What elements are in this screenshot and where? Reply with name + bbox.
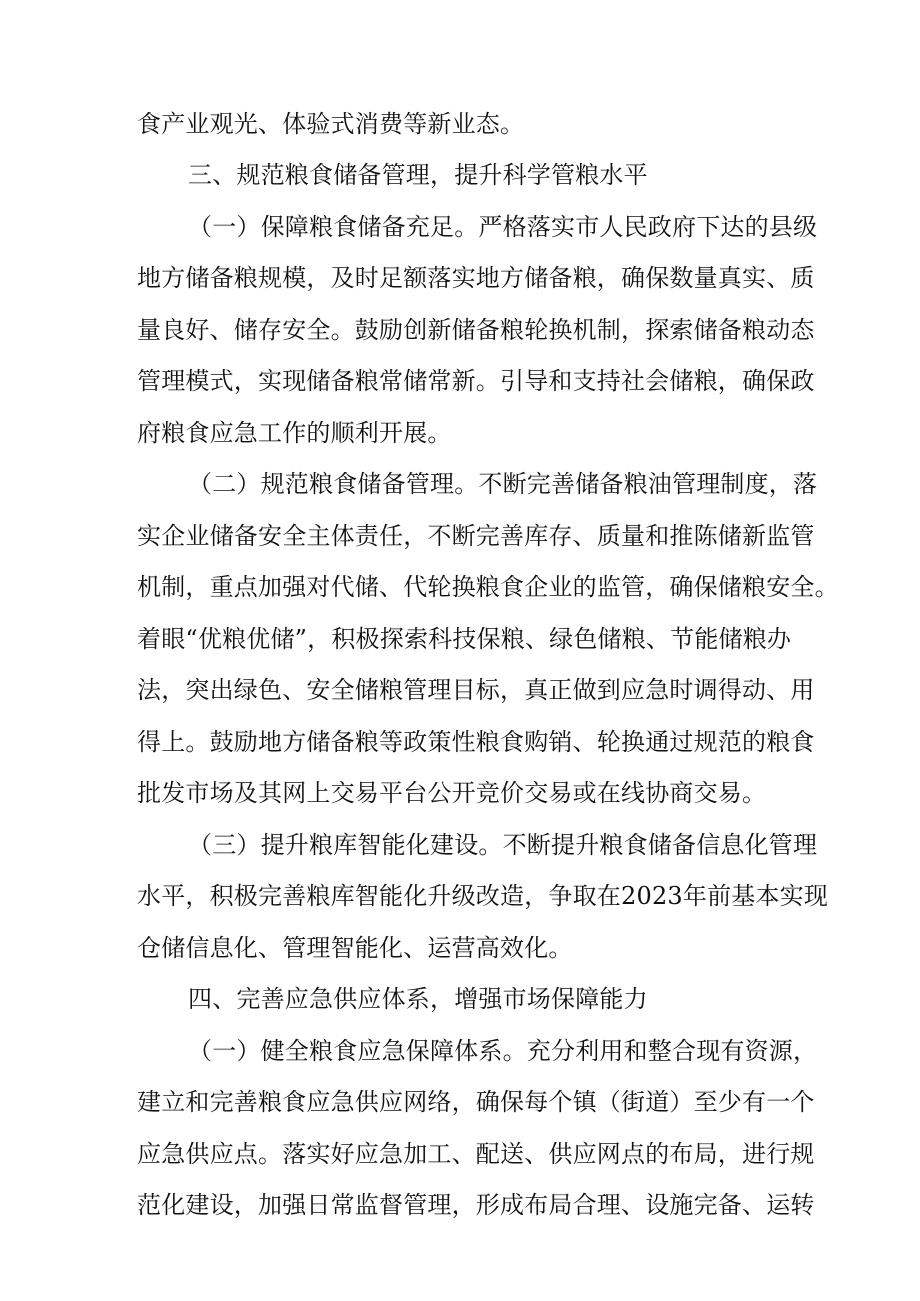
paragraph-line: 实企业储备安全主体责任，不断完善库存、质量和推陈储新监管 bbox=[137, 522, 815, 550]
paragraph-line: 应急供应点。落实好应急加工、配送、供应网点的布局，进行规 bbox=[137, 1140, 815, 1168]
paragraph-line: 管理模式，实现储备粮常储常新。引导和支持社会储粮，确保政 bbox=[137, 367, 815, 395]
section-heading-3: 三、规范粮食储备管理，提升科学管粮水平 bbox=[188, 161, 648, 189]
paragraph-line: 量良好、储存安全。鼓励创新储备粮轮换机制，探索储备粮动态 bbox=[137, 316, 815, 344]
paragraph-line: （一）健全粮食应急保障体系。充分利用和整合现有资源， bbox=[188, 1037, 818, 1065]
paragraph-line: 批发市场及其网上交易平台公开竞价交易或在线协商交易。 bbox=[137, 779, 767, 807]
paragraph-line: 水平，积极完善粮库智能化升级改造，争取在2023年前基本实现 bbox=[137, 882, 829, 910]
paragraph-line: 范化建设，加强日常监督管理，形成布局合理、设施完备、运转 bbox=[137, 1191, 815, 1219]
paragraph-line: 法，突出绿色、安全储粮管理目标，真正做到应急时调得动、用 bbox=[137, 676, 815, 704]
paragraph-line: （一）保障粮食储备充足。严格落实市人民政府下达的县级 bbox=[188, 213, 818, 241]
paragraph-line: 机制，重点加强对代储、代轮换粮食企业的监管，确保储粮安全。 bbox=[137, 573, 839, 601]
paragraph-line: 地方储备粮规模，及时足额落实地方储备粮，确保数量真实、质 bbox=[137, 264, 815, 292]
paragraph-line: 着眼“优粮优储”，积极探索科技保粮、绿色储粮、节能储粮办 bbox=[137, 625, 792, 653]
paragraph-line: 得上。鼓励地方储备粮等政策性粮食购销、轮换通过规范的粮食 bbox=[137, 728, 815, 756]
section-heading-4: 四、完善应急供应体系，增强市场保障能力 bbox=[188, 985, 648, 1013]
paragraph-line: （三）提升粮库智能化建设。不断提升粮食储备信息化管理 bbox=[188, 831, 818, 859]
paragraph-line: 府粮食应急工作的顺利开展。 bbox=[137, 419, 452, 447]
paragraph-line: 食产业观光、体验式消费等新业态。 bbox=[137, 110, 525, 138]
paragraph-line: （二）规范粮食储备管理。不断完善储备粮油管理制度，落 bbox=[188, 470, 818, 498]
paragraph-line: 建立和完善粮食应急供应网络，确保每个镇（街道）至少有一个 bbox=[137, 1088, 815, 1116]
paragraph-line: 仓储信息化、管理智能化、运营高效化。 bbox=[137, 934, 573, 962]
